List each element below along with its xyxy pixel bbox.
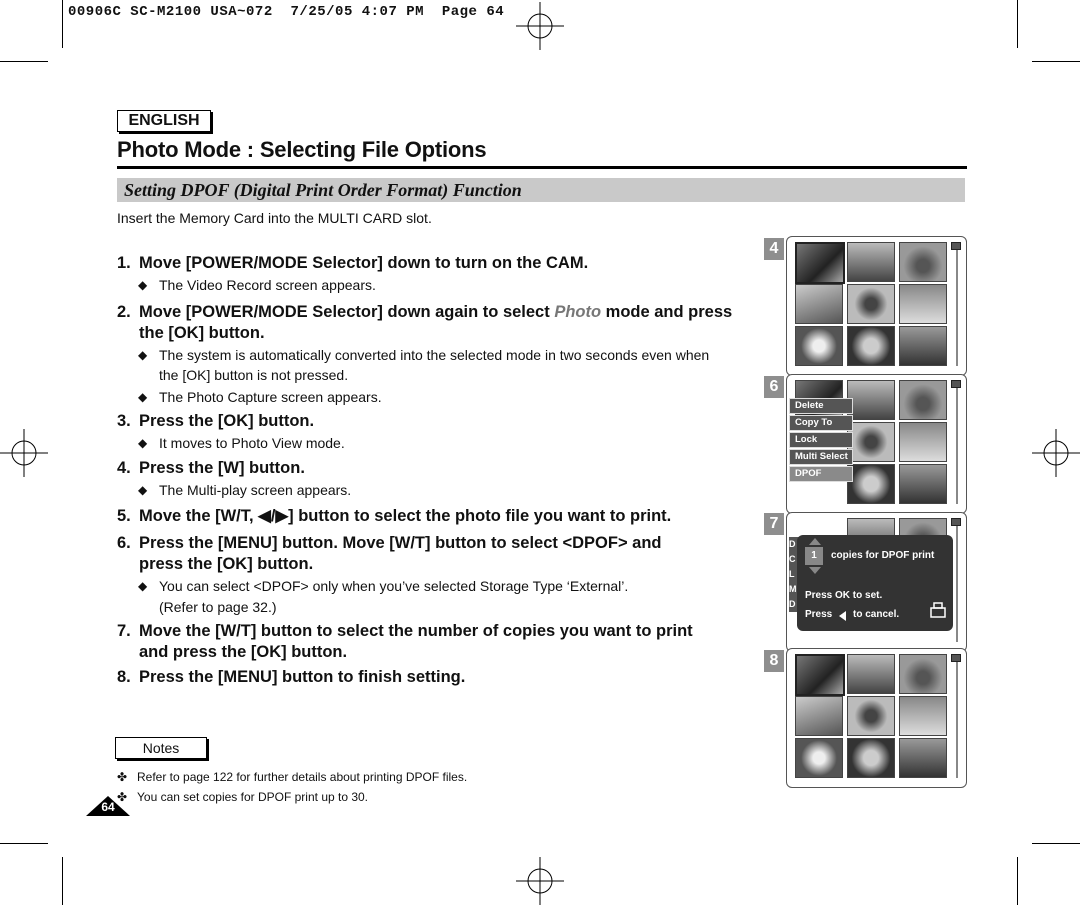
step-6-note: ◆ You can select <DPOF> only when you’ve selected Storage Type ‘External’. (Refer to page 32.) <box>138 578 629 615</box>
photo-thumbnail <box>795 654 845 696</box>
note-item: ✤ You can set copies for DPOF print up to 30. <box>117 789 369 804</box>
photo-thumbnail <box>899 738 947 778</box>
step-2-note: ◆ The system is automatically converted into the selected mode in two seconds even when the [OK] button is not pressed. <box>138 346 710 383</box>
photo-thumbnail <box>795 696 843 736</box>
menu-item-copy-to[interactable]: Copy To <box>789 415 853 431</box>
step-8: 8. Press the [MENU] button to finish setting. <box>117 668 466 686</box>
photo-thumbnail <box>899 380 947 420</box>
crop-mark <box>1017 857 1018 905</box>
registration-mark-icon <box>516 2 564 50</box>
menu-item-lock[interactable]: Lock <box>789 432 853 448</box>
photo-thumbnail <box>847 738 895 778</box>
step-2: 2. Move [POWER/MODE Selector] down again to select Photo mode and press the [OK] button. <box>117 302 733 342</box>
photo-thumbnail <box>899 464 947 504</box>
crop-mark <box>62 0 63 48</box>
registration-mark-icon <box>0 429 48 477</box>
crop-mark <box>62 857 63 905</box>
options-menu <box>789 398 853 483</box>
photo-thumbnail <box>847 422 895 462</box>
intro-text: Insert the Memory Card into the MULTI CARD slot. <box>117 210 432 226</box>
step-4: 4. Press the [W] button. <box>117 458 305 477</box>
notes-tab: Notes <box>115 737 207 759</box>
crop-mark <box>1032 843 1080 844</box>
ok-hint: Press OK to set. <box>805 590 883 601</box>
dpof-copies-popup <box>797 535 953 631</box>
crop-mark <box>0 61 48 62</box>
photo-thumbnail <box>847 284 895 324</box>
photo-thumbnail <box>899 284 947 324</box>
photo-thumbnail <box>795 242 845 284</box>
menu-item-delete[interactable]: Delete <box>789 398 853 414</box>
photo-thumbnail <box>847 380 895 420</box>
photo-thumbnail <box>899 696 947 736</box>
down-arrow-icon[interactable] <box>809 567 821 574</box>
notes-list <box>117 768 467 807</box>
section-bar <box>117 178 965 202</box>
step-4-note: ◆ The Multi-play screen appears. <box>138 481 352 498</box>
photo-thumbnail <box>847 326 895 366</box>
step-7: 7. Move the [W/T] button to select the number of copies you want to print and press the [OK] button. <box>117 622 693 661</box>
page-title: Photo Mode : Selecting File Options <box>117 137 487 162</box>
registration-mark-icon <box>1032 429 1080 477</box>
step-3: 3. Press the [OK] button. <box>117 412 315 430</box>
up-arrow-icon[interactable] <box>809 538 821 545</box>
photo-thumbnail <box>899 422 947 462</box>
screen-dpof-popup <box>786 512 967 652</box>
step-3-note: ◆ It moves to Photo View mode. <box>138 435 345 451</box>
section-title: Setting DPOF (Digital Print Order Format) Function <box>124 180 522 200</box>
screen-menu <box>786 374 967 514</box>
left-arrow-icon <box>839 611 846 621</box>
crop-mark <box>1032 61 1080 62</box>
crop-mark <box>1017 0 1018 48</box>
cancel-hint-text: to cancel. <box>853 609 900 620</box>
copies-count[interactable]: 1 <box>805 547 823 565</box>
step-1-note: ◆ The Video Record screen appears. <box>138 277 376 293</box>
note-item: ✤ Refer to page 122 for further details about printing DPOF files. <box>117 770 468 784</box>
screen-badge: 7 <box>764 513 784 535</box>
menu-item-multi-select[interactable]: Multi Select <box>789 449 853 465</box>
step-5: 5. Move the [W/T, ◀/▶] button to select the photo file you want to print. <box>117 507 672 525</box>
screen-badge: 4 <box>764 238 784 260</box>
steps-list <box>117 249 757 688</box>
screen-badge: 8 <box>764 650 784 672</box>
crop-mark <box>0 843 48 844</box>
photo-thumbnail <box>795 284 843 324</box>
printer-icon <box>929 601 947 619</box>
print-slug: 00906C SC-M2100 USA~072 7/25/05 4:07 PM Page 64 <box>68 4 505 20</box>
photo-thumbnail <box>899 242 947 282</box>
step-6: 6. Press the [MENU] button. Move [W/T] button to select <DPOF> and press the [OK] button. <box>117 534 662 573</box>
screen-multiplay <box>786 236 967 376</box>
menu-letters: D C L M D <box>789 537 799 612</box>
photo-thumbnail <box>847 242 895 282</box>
copies-label: copies for DPOF print <box>831 550 935 561</box>
screen-multiplay-final <box>786 648 967 788</box>
photo-thumbnail <box>847 464 895 504</box>
language-tag: ENGLISH <box>117 110 211 132</box>
step-2-note: ◆ The Photo Capture screen appears. <box>138 388 382 405</box>
photo-thumbnail <box>847 696 895 736</box>
registration-mark-icon <box>516 857 564 905</box>
cancel-hint-press: Press <box>805 609 833 620</box>
photo-thumbnail <box>847 654 895 694</box>
title-rule <box>117 166 967 169</box>
photo-thumbnail <box>795 326 843 366</box>
page-number: 64 <box>101 800 115 814</box>
menu-item-dpof[interactable]: DPOF <box>789 466 853 482</box>
photo-thumbnail <box>795 738 843 778</box>
screen-badge: 6 <box>764 376 784 398</box>
photo-thumbnail <box>899 326 947 366</box>
step-1: 1. Move [POWER/MODE Selector] down to turn on the CAM. <box>117 254 589 272</box>
photo-thumbnail <box>899 654 947 694</box>
